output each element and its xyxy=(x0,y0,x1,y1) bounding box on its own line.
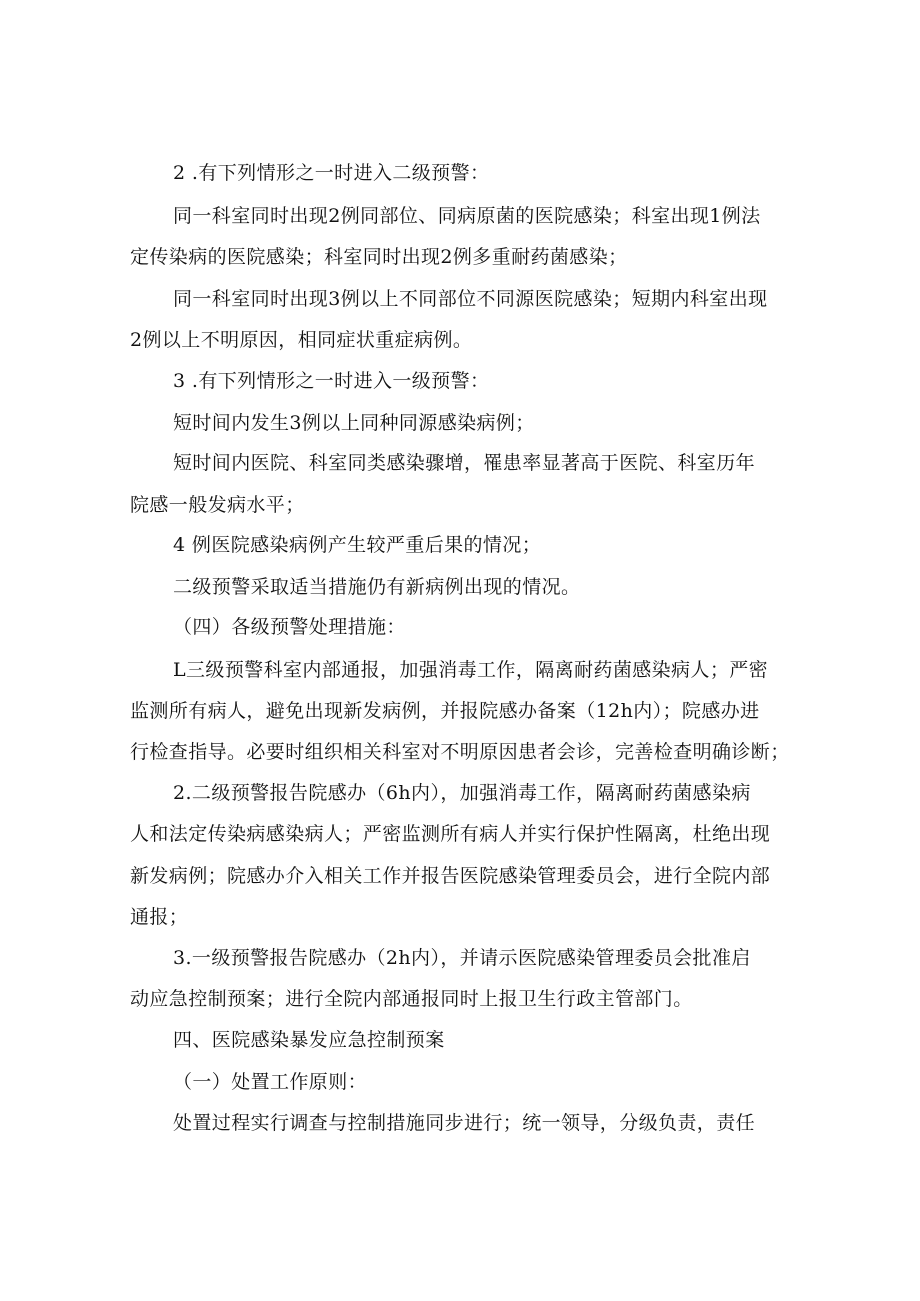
chapter-heading-4: 四、医院感染暴发应急控制预案 xyxy=(173,1029,445,1051)
line-13: L三级预警科室内部通报，加强消毒工作，隔离耐药菌感染病人；严密 xyxy=(173,659,769,681)
line-17: 人和法定传染病感染病人；严密监测所有病人并实行保护性隔离，杜绝出现 xyxy=(130,823,771,845)
line-24: 处置过程实行调查与控制措施同步进行；统一领导，分级负责，责任 xyxy=(173,1112,756,1134)
line-01: 2 .有下列情形之一时进入二级预警： xyxy=(173,162,490,184)
subsection-heading-1: （一）处置工作原则： xyxy=(173,1071,368,1093)
line-19: 通报； xyxy=(130,906,189,928)
line-06: 3 .有下列情形之一时进入一级预警： xyxy=(173,370,490,392)
line-02: 同一科室同时出现2例同部位、同病原菌的医院感染；科室出现1例法 xyxy=(173,205,761,227)
line-07: 短时间内发生3例以上同种同源感染病例； xyxy=(173,412,535,434)
line-09: 院感一般发病水平； xyxy=(130,494,305,516)
line-10: 4 例医院感染病例产生较严重后果的情况； xyxy=(173,534,542,556)
line-15: 行检查指导。必要时组织相关科室对不明原因患者会诊，完善检查明确诊断； xyxy=(130,741,790,763)
line-18: 新发病例；院感办介入相关工作并报告医院感染管理委员会，进行全院内部 xyxy=(130,865,771,887)
line-16: 2.二级预警报告院感办（6h内），加强消毒工作，隔离耐药菌感染病 xyxy=(173,782,751,804)
line-21: 动应急控制预案；进行全院内部通报同时上报卫生行政主管部门。 xyxy=(130,988,693,1010)
line-04: 同一科室同时出现3例以上不同部位不同源医院感染；短期内科室出现 xyxy=(173,288,768,310)
line-05: 2例以上不明原因，相同症状重症病例。 xyxy=(130,329,473,351)
line-08: 短时间内医院、科室同类感染骤增，罹患率显著高于医院、科室历年 xyxy=(173,452,756,474)
line-14: 监测所有病人，避免出现新发病例，并报院感办备案（12h内）；院感办进 xyxy=(130,700,760,722)
line-11: 二级预警采取适当措施仍有新病例出现的情况。 xyxy=(173,576,581,598)
line-03: 定传染病的医院感染；科室同时出现2例多重耐药菌感染； xyxy=(130,246,628,268)
line-20: 3.一级预警报告院感办（2h内），并请示医院感染管理委员会批准启 xyxy=(173,947,751,969)
section-heading-4: （四）各级预警处理措施： xyxy=(173,616,406,638)
